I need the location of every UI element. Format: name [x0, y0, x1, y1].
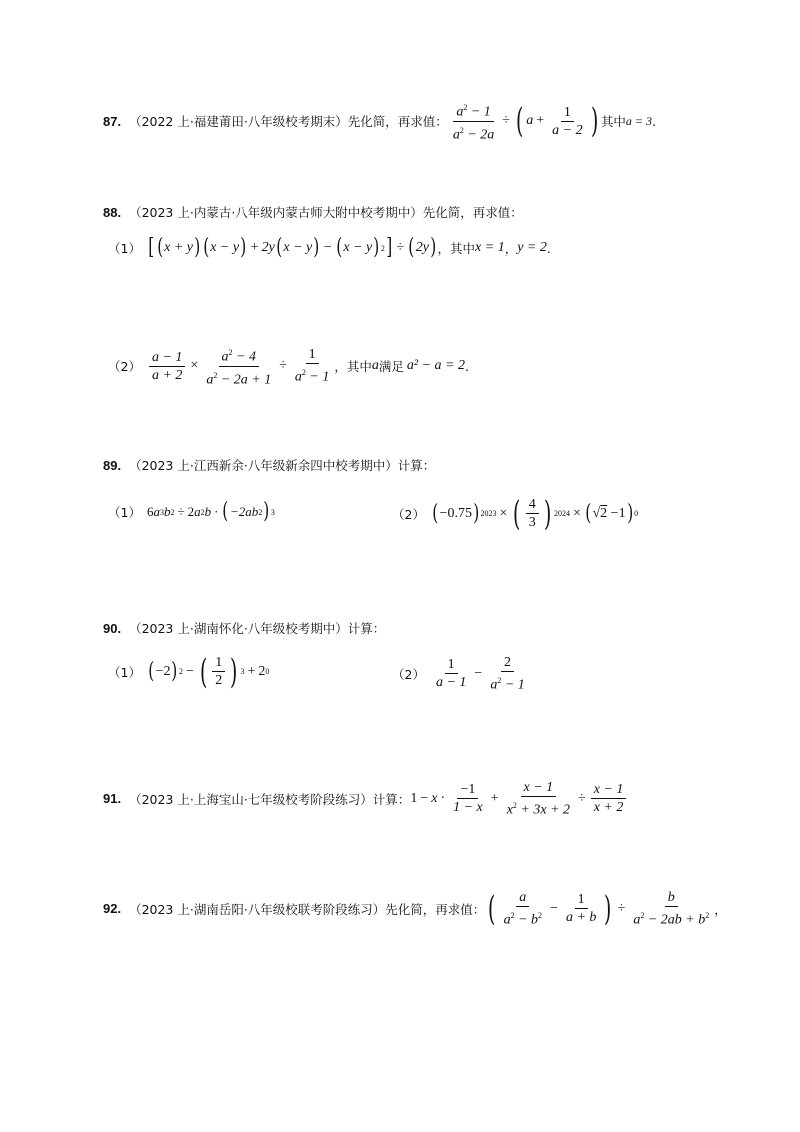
period: . [464, 358, 469, 374]
question-91 [103, 780, 628, 818]
question-90-part-1 [108, 651, 270, 692]
expression: $\frac{a - 1}{a + 2}$ × $\frac{a^2 - 4}{a^2 - 2a + 1}$ ÷ $\frac{1}{a^2 - 1}$ [147, 345, 334, 387]
expression: $\frac{a^2 - 1}{a^2 - 2a}$ ÷ ( a + $\frac{1}{a - 2}$ ) [452, 101, 598, 143]
question-89-part-1 [108, 499, 275, 524]
expression: 6 a 3 b 2 ÷ 2 a 2 b · ( −2ab 2 ) 3 [146, 499, 275, 524]
expression: ( −2 ) 2 − ( $\frac{1}{2}$ ) 3 + 2 0 [148, 651, 270, 692]
condition-text: ，其中 [334, 359, 372, 375]
question-source: （2023 上·内蒙古·八年级内蒙古师大附中校考期中）先化简，再求值： [129, 205, 523, 220]
expression: ( $\frac{a}{a^2 - b^2}$ − $\frac{1}{a + b}$ ) ÷ $\frac{b}{a^2 - 2ab + b^2}$ [488, 888, 710, 929]
question-87 [103, 100, 656, 142]
part-label: （1） [108, 241, 141, 256]
question-source: （2023 上·江西新余·八年级新余四中校考期中）计算： [129, 458, 436, 473]
part-label: （1） [108, 664, 141, 680]
separator: ， [504, 241, 518, 256]
expression: ( −0.75 ) 2023 × ( $\frac{4}{3}$ ) 2024 × ( √2 −1 ) 0 [432, 493, 639, 534]
question-90-part-2 [392, 655, 530, 693]
expression: [ ( x + y ) ( x − y ) + 2y ( x − y ) − ( x − y ) 2 ] ÷ ( 2y ) [148, 235, 437, 260]
condition-text: 其中 [600, 114, 626, 130]
part-label: （2） [392, 506, 425, 522]
condition: a = 3 [625, 113, 652, 128]
condition-variable: a [371, 358, 379, 374]
period: . [651, 113, 656, 129]
comma: ， [714, 901, 727, 917]
question-source: （2023 上·上海宝山·七年级校考阶段练习）计算： [129, 791, 411, 807]
question-90 [103, 619, 385, 637]
expression: $\frac{1}{a - 1}$ − $\frac{2}{a^2 - 1}$ [435, 655, 525, 693]
question-88 [103, 203, 523, 221]
condition-text: ，其中 [437, 241, 476, 256]
question-number: 89. [103, 457, 122, 473]
question-number: 90. [103, 620, 122, 636]
question-89 [103, 456, 435, 474]
expression: 1 − x · $\frac{-1}{1 - x}$ + $\frac{x - 1}{x^2 + 3x + 2}$ ÷ $\frac{x - 1}{x + 2}$ [410, 780, 628, 818]
question-number: 91. [103, 791, 122, 807]
part-label: （2） [108, 359, 141, 375]
question-88-part-2 [108, 345, 469, 387]
condition-text: 满足 [378, 359, 404, 375]
part-label: （2） [392, 666, 425, 682]
period: . [546, 240, 551, 256]
question-number: 92. [103, 901, 122, 917]
condition-x: x = 1 [475, 240, 505, 255]
part-label: （1） [108, 505, 141, 520]
question-source: （2023 上·湖南岳阳·八年级校联考阶段练习）先化简，再求值： [129, 901, 486, 917]
question-source: （2023 上·湖南怀化·八年级校考期中）计算： [129, 621, 386, 636]
question-89-part-2 [392, 493, 639, 534]
condition: a² − a = 2 [406, 358, 465, 374]
question-92 [103, 890, 727, 928]
question-number: 87. [103, 113, 122, 129]
condition-y: y = 2 [517, 240, 547, 255]
question-source: （2022 上·福建莆田·八年级校考期末）先化简，再求值： [129, 114, 448, 130]
question-number: 88. [103, 204, 122, 220]
question-88-part-1 [108, 235, 551, 260]
